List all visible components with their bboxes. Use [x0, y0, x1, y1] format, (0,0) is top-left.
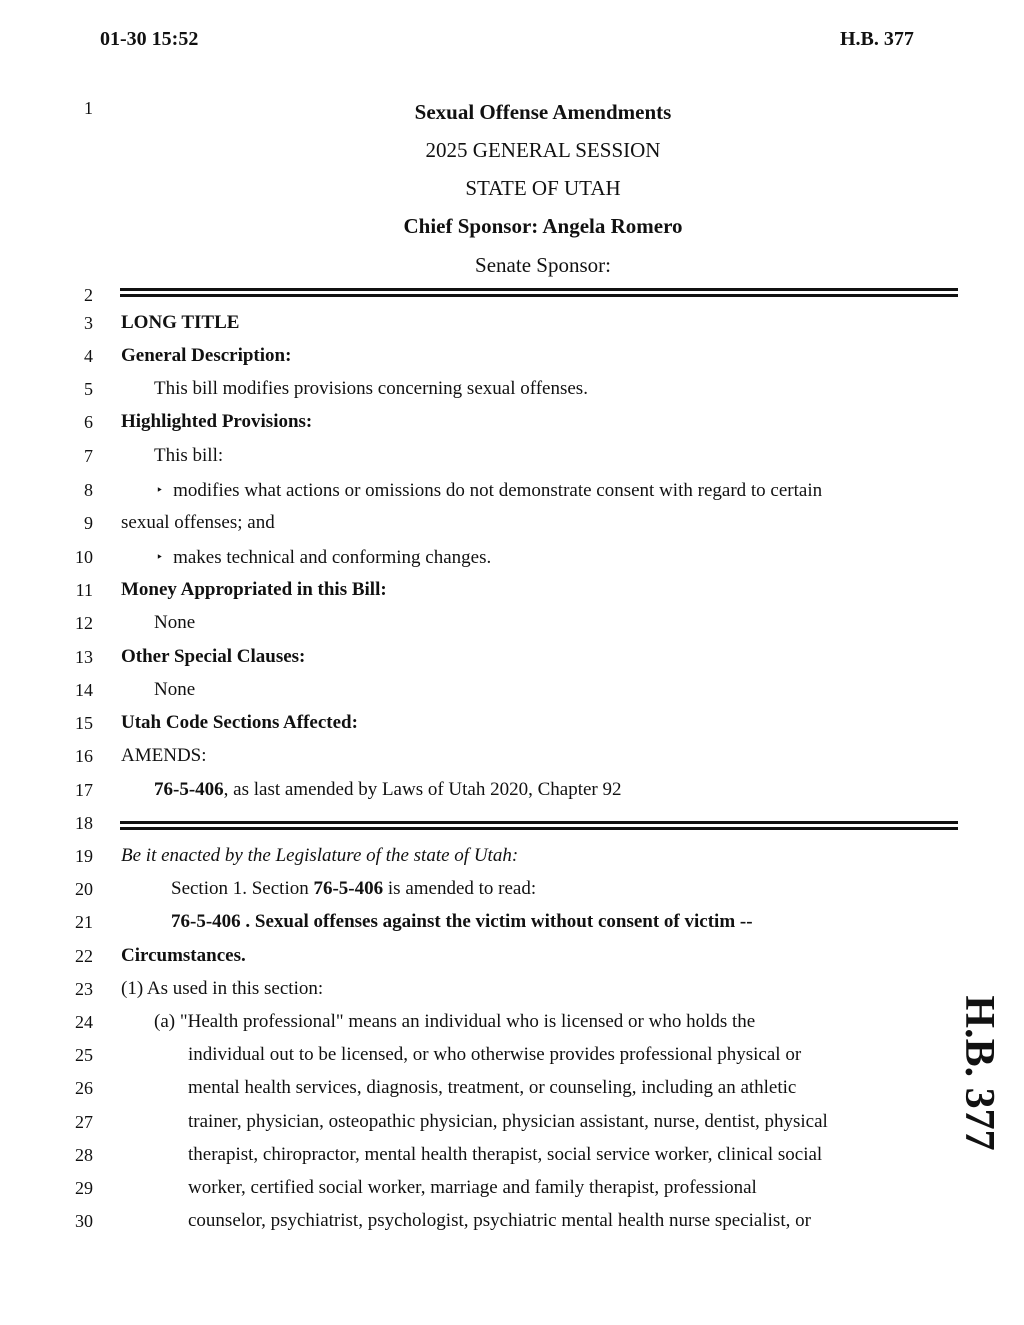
body-text-line: mental health services, diagnosis, treatment, or counseling, including an athletic — [188, 1077, 797, 1098]
line-number: 4 — [84, 346, 93, 366]
line-number: 3 — [84, 313, 93, 333]
highlighted-provisions-heading: Highlighted Provisions: — [121, 411, 313, 432]
bullet-icon: ‣ — [156, 483, 164, 497]
body-text-line: trainer, physician, osteopathic physician, physician assistant, nurse, dentist, physical — [188, 1111, 828, 1132]
double-rule — [120, 821, 958, 830]
body-text-line: worker, certified social worker, marriage and family therapist, professional — [188, 1177, 757, 1198]
money-appropriated-value: None — [154, 612, 196, 633]
general-description-text: This bill modifies provisions concerning sexual offenses. — [154, 378, 588, 399]
body-text-line: therapist, chiropractor, mental health therapist, social service worker, clinical social — [188, 1144, 823, 1165]
line-number: 23 — [75, 979, 93, 999]
special-clauses-value: None — [154, 679, 196, 700]
provision-text: makes technical and conforming changes. — [173, 547, 492, 568]
header-datetime: 01-30 15:52 — [100, 28, 199, 50]
this-bill-text: This bill: — [154, 445, 224, 466]
line-number: 6 — [84, 412, 93, 432]
line-number: 13 — [75, 647, 93, 667]
provision-text: modifies what actions or omissions do not demonstrate consent with regard to certain — [173, 480, 823, 501]
line-number: 20 — [75, 879, 93, 899]
long-title-heading: LONG TITLE — [121, 312, 240, 333]
line-number: 27 — [75, 1112, 93, 1132]
line-number: 26 — [75, 1078, 93, 1098]
special-clauses-heading: Other Special Clauses: — [121, 646, 306, 667]
line-number: 21 — [75, 912, 93, 932]
side-bill-label — [944, 995, 1014, 1151]
provision-item — [156, 546, 491, 569]
line-number: 22 — [75, 946, 93, 966]
line-number: 29 — [75, 1178, 93, 1198]
subsection-1a: (a) "Health professional" means an individual who is licensed or who holds the — [154, 1011, 756, 1032]
line-number: 15 — [75, 713, 93, 733]
section-intro-a: Section 1. Section — [171, 878, 314, 899]
enacting-clause: Be it enacted by the Legislature of the state of Utah: — [121, 845, 519, 866]
section-code-ref: 76-5-406 — [313, 878, 384, 899]
line-number: 30 — [75, 1211, 93, 1231]
amendment-history: , as last amended by Laws of Utah 2020, Chapter 92 — [223, 779, 622, 800]
line-number: 17 — [75, 780, 93, 800]
code-section-ref: 76-5-406 — [154, 779, 224, 800]
senate-sponsor: Senate Sponsor: — [475, 253, 611, 277]
body-text-line: counselor, psychiatrist, psychologist, psychiatric mental health nurse specialist, or — [188, 1210, 811, 1231]
line-number: 9 — [84, 513, 93, 533]
line-number: 12 — [75, 613, 93, 633]
chief-sponsor: Chief Sponsor: Angela Romero — [403, 214, 683, 238]
section-heading: 76-5-406 . Sexual offenses against the victim without consent of victim -- — [171, 911, 753, 932]
line-number: 5 — [84, 379, 93, 399]
bullet-icon: ‣ — [156, 550, 164, 564]
state: STATE OF UTAH — [465, 176, 621, 200]
side-bill-label-text: H.B. 377 — [956, 995, 1002, 1151]
section-intro — [171, 878, 536, 900]
line-number: 10 — [75, 547, 93, 567]
line-number: 11 — [75, 580, 93, 600]
header-bill-number: H.B. 377 — [840, 28, 914, 50]
bill-title: Sexual Offense Amendments — [414, 100, 672, 124]
line-number: 8 — [84, 480, 93, 500]
subsection-1: (1) As used in this section: — [121, 978, 324, 999]
line-number: 16 — [75, 746, 93, 766]
session: 2025 GENERAL SESSION — [425, 138, 661, 162]
line-number: 14 — [75, 680, 93, 700]
line-number: 1 — [84, 98, 93, 118]
provision-item — [156, 479, 822, 502]
body-text-line: individual out to be licensed, or who otherwise provides professional physical or — [188, 1044, 802, 1065]
general-description-heading: General Description: — [121, 345, 292, 366]
line-number: 7 — [84, 446, 93, 466]
line-number: 24 — [75, 1012, 93, 1032]
double-rule — [120, 288, 958, 297]
line-number: 18 — [75, 813, 93, 833]
section-heading-continued: Circumstances. — [121, 945, 246, 966]
line-number: 25 — [75, 1045, 93, 1065]
code-sections-heading: Utah Code Sections Affected: — [121, 712, 358, 733]
line-number: 28 — [75, 1145, 93, 1165]
line-number: 2 — [84, 285, 93, 305]
line-number: 19 — [75, 846, 93, 866]
amended-section — [154, 779, 622, 801]
section-intro-b: is amended to read: — [383, 878, 537, 899]
money-appropriated-heading: Money Appropriated in this Bill: — [121, 579, 387, 600]
provision-text-continued: sexual offenses; and — [121, 512, 275, 533]
amends-label: AMENDS: — [121, 745, 207, 766]
